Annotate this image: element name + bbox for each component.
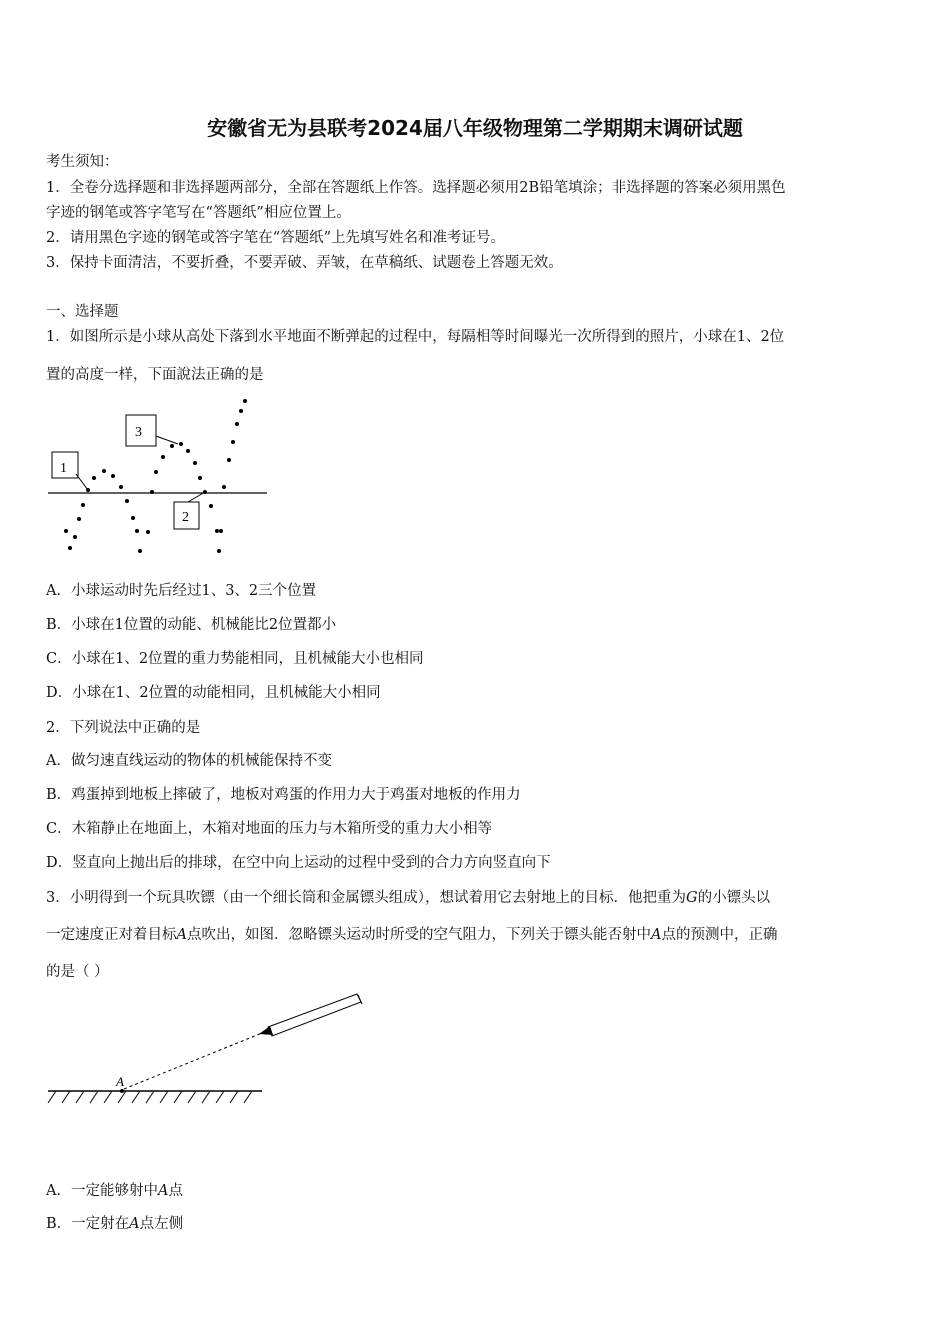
q2-option-a: A．做匀速直线运动的物体的机械能保持不变 xyxy=(46,753,332,769)
notice-heading: 考生须知： xyxy=(46,154,119,170)
q2-option-d: D．竖直向上抛出后的排球，在空中向上运动的过程中受到的合力方向竖直向下 xyxy=(46,855,551,871)
q3-var-a: A xyxy=(650,927,662,943)
q3-text: 点的预测中，正确 xyxy=(661,927,778,943)
q3-option-text: 点 xyxy=(168,1183,183,1199)
q3-option-b xyxy=(46,1214,183,1234)
q3-text: 3．小明得到一个玩具吹镖（由一个细长筒和金属镖头组成），想试着用它去射地上的目标．他把重为 xyxy=(46,890,686,906)
notice-item: 1．全卷分选择题和非选择题两部分，全部在答题纸上作答。选择题必须用2B铅笔填涂；非选择题的答案必须用黑色 xyxy=(46,180,786,196)
page-title: 安徽省无为县联考2024届八年级物理第二学期期末调研试题 xyxy=(207,116,743,140)
q2-option-b: B．鸡蛋掉到地板上摔破了，地板对鸡蛋的作用力大于鸡蛋对地板的作用力 xyxy=(46,787,521,803)
q3-option-text: 点左侧 xyxy=(139,1216,184,1232)
bouncing-ball-figure xyxy=(0,390,300,565)
blowpipe-figure xyxy=(0,985,400,1115)
q3-var-a: A xyxy=(157,1183,169,1199)
q1-option-a: A．小球运动时先后经过1、3、2三个位置 xyxy=(46,583,317,599)
section-heading: 一、选择题 xyxy=(46,304,119,320)
question-3-stem-end: 的是（ ） xyxy=(46,964,109,980)
q2-option-c: C．木箱静止在地面上，木箱对地面的压力与木箱所受的重力大小相等 xyxy=(46,821,493,837)
question-3-stem xyxy=(46,888,770,908)
question-2-stem: 2．下列说法中正确的是 xyxy=(46,720,201,736)
question-3-stem-cont xyxy=(46,925,777,945)
notice-item: 3．保持卡面清洁，不要折叠，不要弄破、弄皱，在草稿纸、试题卷上答题无效。 xyxy=(46,255,563,271)
q3-option-text: A．一定能够射中 xyxy=(46,1183,158,1199)
q1-option-c: C．小球在1、2位置的重力势能相同，且机械能大小也相同 xyxy=(46,651,424,667)
question-1-stem: 1．如图所示是小球从高处下落到水平地面不断弹起的过程中，每隔相等时间曝光一次所得到的照片，小球在1、2位 xyxy=(46,329,785,345)
q3-var-a: A xyxy=(129,1216,140,1232)
q3-text: 一定速度正对着目标 xyxy=(46,927,177,943)
q3-option-text: B．一定射在 xyxy=(46,1216,130,1232)
q3-var-g: G xyxy=(685,890,698,906)
figure-label-3: 3 xyxy=(135,425,142,440)
q3-option-a xyxy=(46,1181,183,1201)
q1-option-d: D．小球在1、2位置的动能相同，且机械能大小相同 xyxy=(46,685,381,701)
notice-item: 字迹的钢笔或答字笔写在“答题纸”相应位置上。 xyxy=(46,205,351,221)
figure-label-2: 2 xyxy=(182,510,189,525)
q3-text: 的小镖头以 xyxy=(697,890,771,906)
figure-label-1: 1 xyxy=(60,461,67,476)
q1-option-b: B．小球在1位置的动能、机械能比2位置都小 xyxy=(46,617,337,633)
question-1-stem-cont: 置的高度一样，下面說法正确的是 xyxy=(46,367,264,383)
q3-var-a: A xyxy=(176,927,187,943)
notice-item: 2．请用黑色字迹的钢笔或答字笔在“答题纸”上先填写姓名和准考证号。 xyxy=(46,230,506,246)
target-label-a: A xyxy=(116,1074,124,1089)
q3-text: 点吹出，如图．忽略镖头运动时所受的空气阻力，下列关于镖头能否射中 xyxy=(186,927,651,943)
